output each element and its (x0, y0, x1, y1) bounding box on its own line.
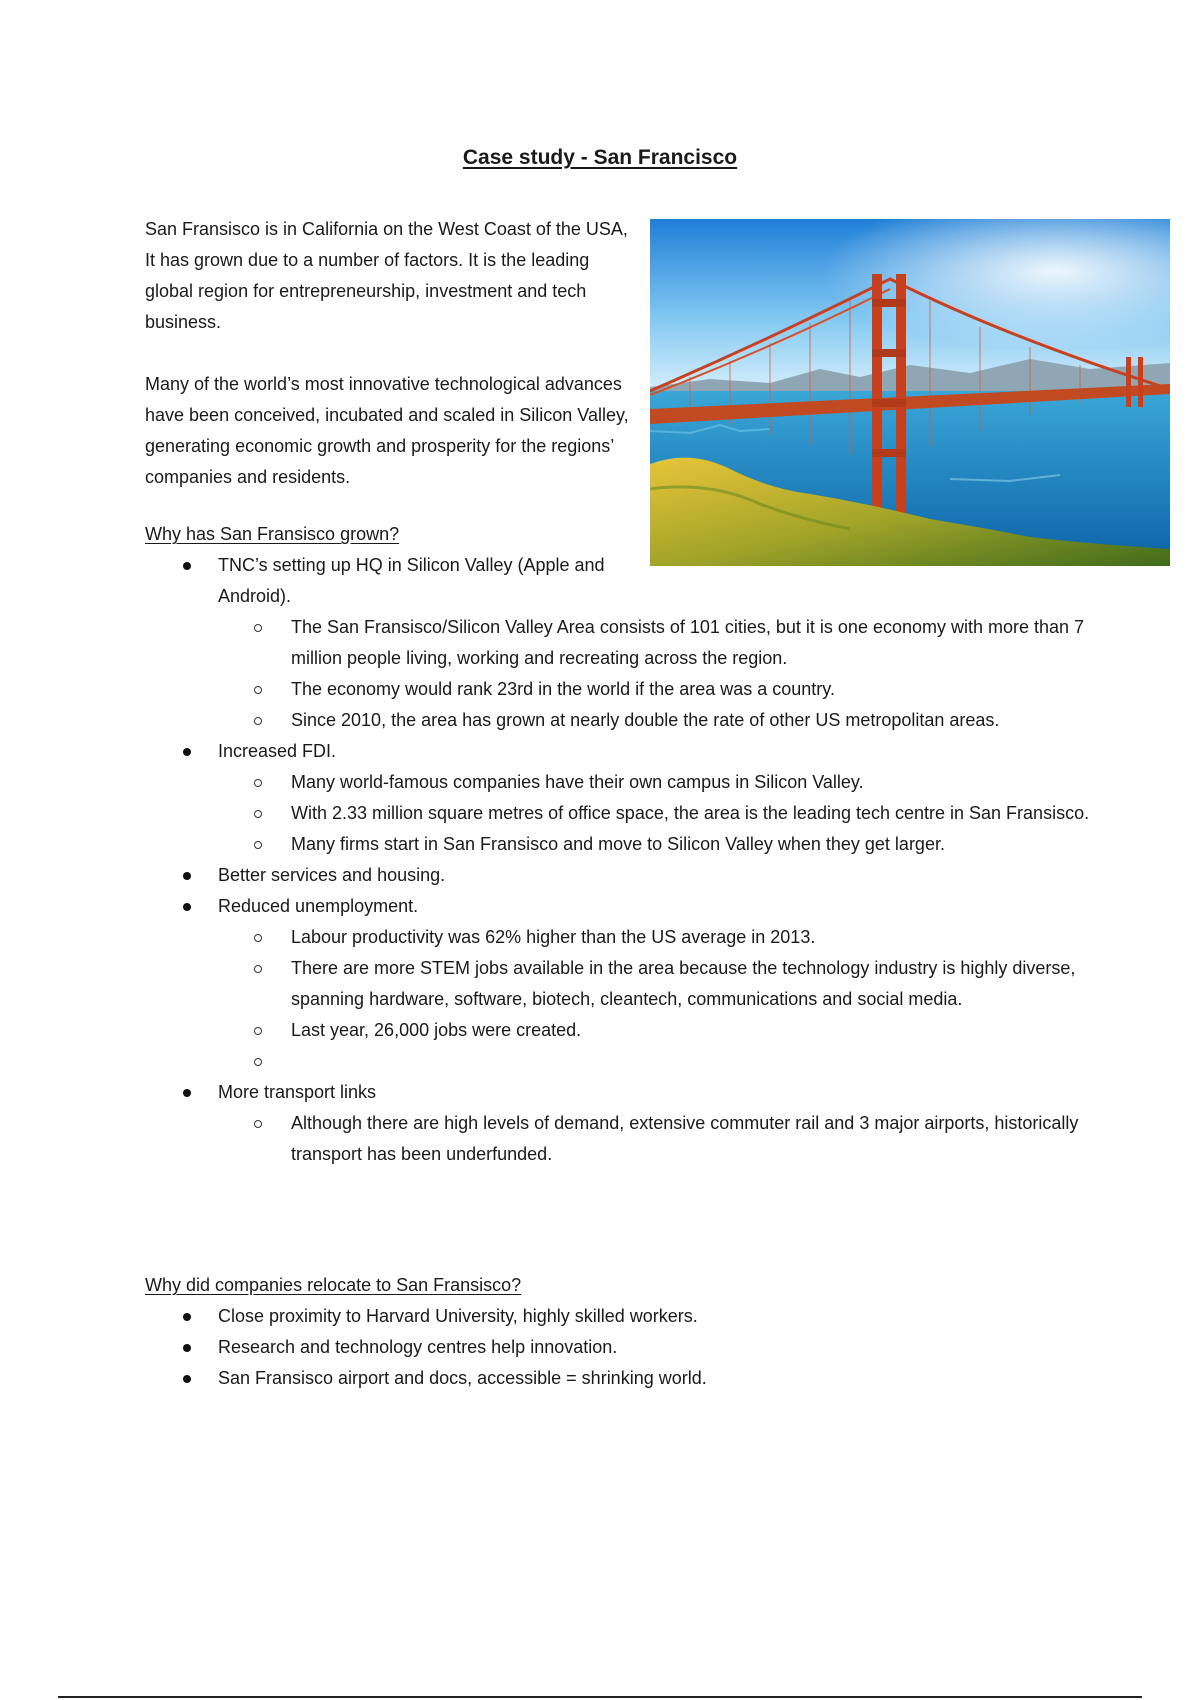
list-item-text: Increased FDI. (218, 741, 337, 761)
hollow-bullet-icon (254, 965, 262, 973)
sub-list-item (218, 829, 1105, 860)
golden-gate-bridge-photo (650, 219, 1170, 566)
bullet-icon (183, 1089, 191, 1097)
section-heading: Why has San Fransisco grown? (145, 524, 400, 544)
list-item (145, 1332, 1105, 1363)
intro-paragraph-2: Many of the world’s most innovative technological advances have been conceived, incubated and scaled in Silicon Valley, generating economic growth and prosperity for the regions’ companies and residents. (145, 374, 629, 487)
sub-list-item (218, 705, 1105, 736)
list-item (145, 860, 1105, 891)
bullet-icon (183, 1313, 191, 1321)
list-item (145, 736, 1105, 860)
hollow-bullet-icon (254, 810, 262, 818)
bullet-list (145, 1301, 1105, 1394)
bullet-icon (183, 1375, 191, 1383)
hollow-bullet-icon (254, 1027, 262, 1035)
bullet-icon (183, 903, 191, 911)
sub-list (218, 1108, 1105, 1170)
sub-list (218, 612, 1105, 736)
sub-list-item (218, 674, 1105, 705)
intro-paragraph-1: San Fransisco is in California on the West Coast of the USA, It has grown due to a number of factors. It is the leading global region for entrepreneurship, investment and tech business. (145, 219, 628, 332)
bullet-icon (183, 872, 191, 880)
sub-list-item (218, 612, 1105, 674)
list-item-text: TNC’s setting up HQ in Silicon Valley (Apple and Android). (218, 555, 605, 606)
sub-list (218, 767, 1105, 860)
list-item-text: San Fransisco airport and docs, accessible = shrinking world. (218, 1368, 707, 1388)
intro-text (145, 214, 635, 524)
section-heading: Why did companies relocate to San Fransisco? (145, 1275, 522, 1295)
list-item-text: Close proximity to Harvard University, highly skilled workers. (218, 1306, 698, 1326)
hollow-bullet-icon (254, 934, 262, 942)
list-item-text: Reduced unemployment. (218, 896, 419, 916)
hollow-bullet-icon (254, 686, 262, 694)
sub-list-item-empty (218, 1046, 1105, 1077)
hollow-bullet-icon (254, 1058, 262, 1066)
sub-list-item-text: The San Fransisco/Silicon Valley Area consists of 101 cities, but it is one economy with more than 7 million people living, working and recreating across the region. (291, 617, 1085, 668)
sub-list (218, 922, 1105, 1077)
sub-list-item-text: Since 2010, the area has grown at nearly double the rate of other US metropolitan areas. (291, 710, 1000, 730)
hollow-bullet-icon (254, 624, 262, 632)
sub-list-item-text: With 2.33 million square metres of office space, the area is the leading tech centre in San Fransisco. (291, 803, 1090, 823)
list-item (145, 550, 1105, 736)
list-item (145, 1363, 1105, 1394)
hollow-bullet-icon (254, 1120, 262, 1128)
list-item-text: Research and technology centres help innovation. (218, 1337, 618, 1357)
hollow-bullet-icon (254, 841, 262, 849)
sub-list-item (218, 922, 1105, 953)
sub-list-item (218, 1108, 1105, 1170)
sub-list-item-text: Although there are high levels of demand, extensive commuter rail and 3 major airports, historically transport has been underfunded. (291, 1113, 1079, 1164)
bullet-icon (183, 562, 191, 570)
sub-list-item (218, 767, 1105, 798)
sub-list-item-text: Last year, 26,000 jobs were created. (291, 1020, 582, 1040)
sub-list-item-text: Many firms start in San Fransisco and move to Silicon Valley when they get larger. (291, 834, 945, 854)
section-why-relocate (145, 1270, 1105, 1394)
page-title: Case study - San Francisco (462, 146, 738, 169)
list-item (145, 1077, 1105, 1170)
bottom-rule (58, 1696, 1142, 1698)
bullet-list (145, 550, 1105, 1170)
list-item (145, 1301, 1105, 1332)
sub-list-item (218, 798, 1105, 829)
list-item-text: Better services and housing. (218, 865, 446, 885)
bullet-icon (183, 1344, 191, 1352)
hollow-bullet-icon (254, 779, 262, 787)
sub-list-item-text: Many world-famous companies have their own campus in Silicon Valley. (291, 772, 864, 792)
sub-list-item-text: There are more STEM jobs available in the area because the technology industry is highly diverse, spanning hardware, software, biotech, cleantech, communications and social media. (291, 958, 1076, 1009)
sub-list-item-text: The economy would rank 23rd in the world if the area was a country. (291, 679, 835, 699)
section-why-grown (145, 519, 1105, 1170)
sub-list-item (218, 1015, 1105, 1046)
hollow-bullet-icon (254, 717, 262, 725)
sub-list-item-text: Labour productivity was 62% higher than the US average in 2013. (291, 927, 816, 947)
list-item (145, 891, 1105, 1077)
sub-list-item (218, 953, 1105, 1015)
bullet-icon (183, 748, 191, 756)
list-item-text: More transport links (218, 1082, 377, 1102)
